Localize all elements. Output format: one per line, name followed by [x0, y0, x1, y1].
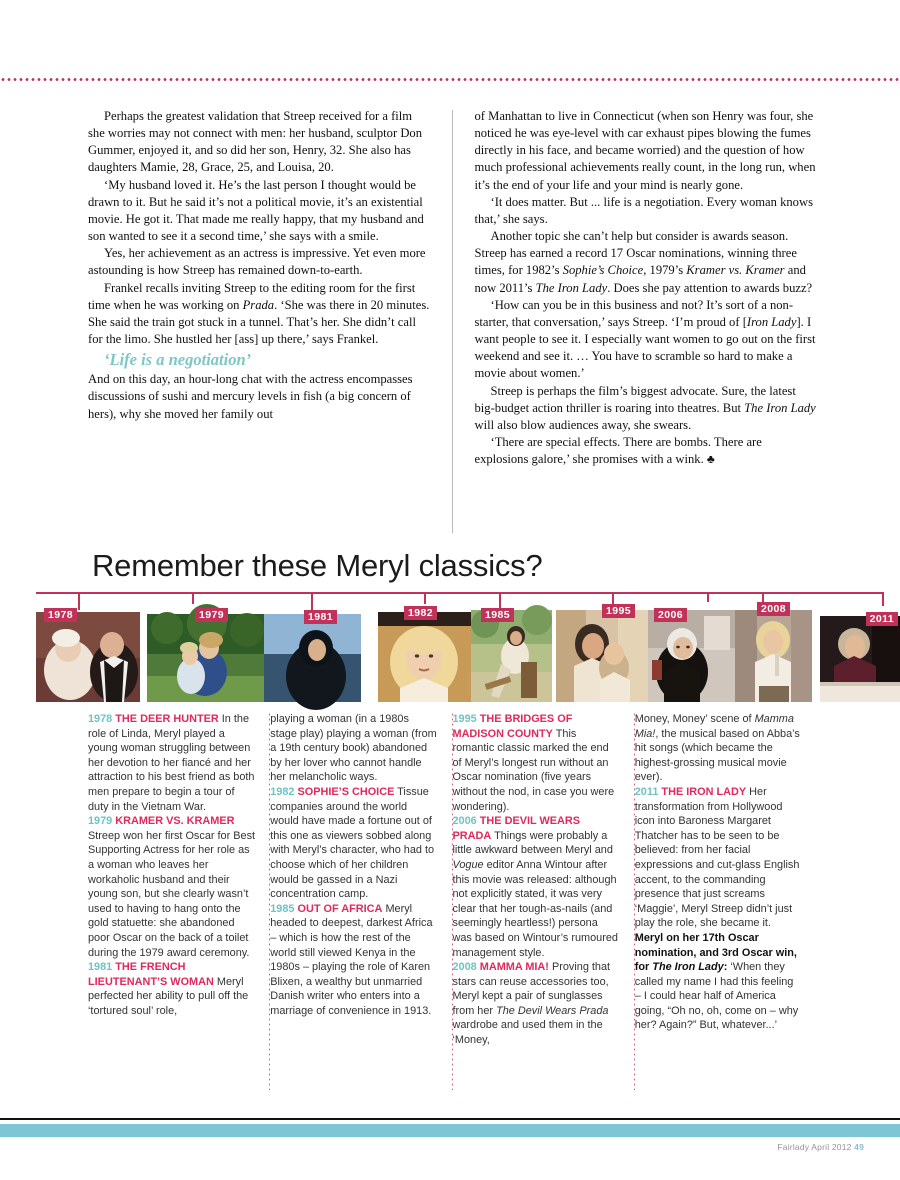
caption-entry-1979: [88, 814, 255, 960]
advocate-text-a: Streep is perhaps the film’s biggest advocate. Sure, the latest big-budget action thriller is roaring into theatres. But: [474, 383, 796, 415]
paragraph: Yes, her achievement as an actress is impressive. Yet even more astounding is how Streep has remained down-to-earth.: [88, 246, 426, 278]
timeline-photo-1982[interactable]: [378, 606, 471, 702]
film-title-sophies-choice: Sophie’s Choice: [562, 263, 644, 278]
caption-body-2008-a: Proving that stars can reuse accessories too, Meryl kept a pair of sunglasses from her: [452, 961, 611, 1017]
caption-title-2006: THE DEVIL WEARS PRADA: [452, 815, 581, 842]
caption-entry-2011: [635, 785, 802, 931]
caption-year-1985: 1985: [270, 902, 295, 915]
caption-title-2008: MAMMA MIA!: [479, 961, 549, 974]
caption-year-2011: 2011: [634, 785, 659, 798]
article-column-right: [453, 108, 817, 533]
film-title-iron-lady: The Iron Lady: [535, 280, 608, 295]
caption-title-1979: KRAMER VS. KRAMER: [115, 815, 235, 828]
oscar-quote-block: [635, 931, 802, 1033]
caption-title-1981: THE FRENCH LIEUTENANT’S WOMAN: [88, 961, 214, 988]
timeline-photo-1978[interactable]: [36, 608, 140, 702]
awards-mid-1: , 1979’s: [643, 263, 687, 278]
article-body: [88, 108, 816, 533]
film-title-kramer: Kramer vs. Kramer: [686, 263, 785, 278]
paragraph-awards: [475, 228, 817, 297]
caption-column-4: [635, 712, 816, 1090]
caption-cont-text-b: , the musical based on Abba’s hit songs (which became the highest-grossing musical movie ever).: [634, 727, 800, 784]
timeline-photo-2006[interactable]: [648, 610, 735, 702]
film-title-iron-lady-2: The Iron Lady: [744, 400, 816, 415]
awards-lead: Another topic she can’t help but consider is awards season. Streep has earned a record 17 Oscar nominations, winning three times, for 1982’s: [474, 229, 797, 278]
timeline-photo-1981[interactable]: [264, 610, 361, 702]
caption-year-1978: 1978: [88, 713, 113, 725]
footer-publication: Fairlady April 2012: [777, 1142, 852, 1152]
quote-lead-in: Meryl on her 17th Oscar nomination, and 3rd Oscar win, for: [634, 931, 797, 974]
photo-image-2006: [648, 610, 735, 702]
year-badge-2011: 2011: [866, 612, 898, 626]
caption-entry-1981: [88, 960, 255, 1018]
caption-grid: [88, 712, 816, 1090]
paragraph-final: [475, 434, 817, 468]
caption-body-2006-b: editor Anna Wintour after this movie was released: although not explicitly stated, it was very clear that her tough-as-nails (and seemingly heartless!) persona was based on Wintour’s rumoured management style.: [452, 858, 618, 959]
timeline-line: [36, 592, 884, 594]
quote-lead-colon: :: [723, 961, 728, 974]
paragraph: [475, 383, 817, 434]
caption-body-1985: Meryl headed to deepest, darkest Africa – which is how the rest of the world still viewed Kenya in the 1980s – playing the role of Karen Blixen, a wealthy but unmarried Danish writer who enters into a marriage of convenience in 1913.: [270, 902, 433, 1017]
caption-title-1978: THE DEER HUNTER: [115, 713, 219, 725]
photo-image-2011: [820, 616, 900, 702]
timeline-photo-strip: [0, 600, 900, 702]
photo-image-1985: [471, 610, 552, 702]
caption-year-1979: 1979: [88, 815, 113, 828]
year-badge-1981: 1981: [304, 610, 337, 624]
year-badge-1995: 1995: [602, 604, 635, 618]
caption-body-1982: Tissue companies around the world would have made a fortune out of this one as viewers sobbed along with Meryl’s character, who had to choose which of her children would be gassed in a Nazi concentration camp.: [270, 785, 435, 901]
film-title-iron-lady-bracket: Iron Lady: [746, 314, 797, 329]
caption-column-2: [270, 712, 451, 1090]
paragraph: [475, 297, 817, 383]
caption-body-2006-a: Things were probably a little awkward between Meryl and: [452, 829, 613, 857]
top-dotted-rule: [0, 78, 900, 81]
paragraph: Perhaps the greatest validation that Streep received for a film she worries may not connect with men: her husband, sculptor Don Gummer, enjoyed it, and so did her son, Henry, 32. She also has daughters Mamie, 28, Grace, 25, and Louisa, 20.: [88, 109, 423, 175]
caption-title-2011: THE IRON LADY: [661, 785, 747, 798]
photo-image-1979: [147, 614, 264, 702]
caption-continuation-2008: [635, 712, 802, 785]
timeline-photo-1979[interactable]: [147, 608, 264, 702]
year-badge-1979: 1979: [195, 608, 228, 622]
caption-title-1982: SOPHIE’S CHOICE: [297, 785, 395, 798]
caption-body-1995: This romantic classic marked the end of Meryl’s longest run without an Oscar nomination (five years without the nod, in case you were wondering).: [452, 727, 615, 813]
caption-entry-2006: [453, 814, 620, 960]
final-text: ‘There are special effects. There are bombs. There are explosions galore,’ she promises with a wink.: [474, 434, 762, 467]
paragraph-text-a: Frankel recalls inviting Streep to the editing room for the first time when he was working on: [88, 280, 416, 312]
paragraph: [88, 280, 430, 349]
advocate-text-b: will also blow audiences away, she swears.: [474, 417, 692, 432]
awards-tail: . Does she pay attention to awards buzz?: [607, 280, 813, 295]
caption-year-2008: 2008: [452, 961, 477, 974]
photo-image-1981: [264, 614, 361, 702]
caption-column-3: [453, 712, 634, 1090]
footer-rule: [0, 1118, 900, 1120]
caption-title-1985: OUT OF AFRICA: [297, 902, 383, 915]
caption-body-1981: Meryl perfected her ability to pull off the ‘tortured soul’ role,: [88, 975, 249, 1017]
caption-cont-text-a: Money, Money’ scene of: [634, 713, 755, 725]
paragraph: ‘My husband loved it. He’s the last person I thought would be drawn to it. But he said it’s not a political movie, it’s an existential movie. He got it. That made me really happy, that my husband and son wanted to see it a second time,’ she says with a smile.: [88, 177, 424, 244]
awards-mid-2: and now 2011’s: [474, 263, 806, 295]
end-mark-icon: ♣: [706, 452, 715, 467]
caption-entry-2008: [453, 960, 620, 1048]
photo-image-1978: [36, 612, 140, 702]
paragraph-text-b: . ‘She was there in 20 minutes. She said the train got stuck in a tunnel. That’s her. She didn’t call for the limo. She hustled her [ass] up there,’ says Frankel.: [88, 297, 430, 347]
film-title-prada: Prada: [242, 297, 275, 312]
year-badge-2006: 2006: [654, 608, 687, 622]
caption-year-1995: 1995: [452, 713, 477, 725]
timeline-photo-2011[interactable]: [820, 612, 900, 702]
quote-text-a: ‘How can you be in this business and not? It’s sort of a non-starter, that conversation,’ says Streep. ‘I’m proud of [: [474, 297, 794, 329]
timeline: [0, 592, 900, 702]
quote-text-b: ]. I want people to see it. I especially want women to go out on the first weekend and see it. … You have to scramble so hard to make a movie about women.’: [474, 314, 816, 381]
film-title-devil-wears-prada: The Devil Wears Prada: [496, 1004, 609, 1017]
caption-year-1981: 1981: [88, 961, 113, 974]
year-badge-1978: 1978: [44, 608, 77, 622]
year-badge-1985: 1985: [481, 608, 514, 622]
caption-continuation-1981: playing a woman (in a 1980s stage play) playing a woman (from a 19th century book) abandoned by her lover who cannot handle her melancholic ways.: [270, 713, 437, 784]
caption-column-1: [88, 712, 269, 1090]
quote-lead-film-title: The Iron Lady: [652, 961, 724, 974]
caption-year-2006: 2006: [452, 815, 477, 828]
caption-entry-1982: [270, 785, 437, 902]
quote-body: ‘When they called my name I had this feeling – I could hear half of America going, “Oh no, oh, come on – why her? Again?” But, whatever...’: [634, 961, 799, 1032]
year-badge-2008: 2008: [757, 602, 790, 616]
paragraph: ‘It does matter. But ... life is a negotiation. Every woman knows that,’ she says.: [474, 194, 813, 226]
photo-image-1982: [378, 612, 471, 702]
footer-band: [0, 1124, 900, 1137]
timeline-photo-1985[interactable]: [471, 610, 552, 702]
section-subheading: ‘Life is a negotiation’: [104, 350, 252, 370]
caption-body-1978: In the role of Linda, Meryl played a young woman struggling between her devotion to her fiancé and her attraction to his best friend as both men prepare to begin a tour of duty in the Vietnam War.: [88, 713, 255, 813]
page-number: 49: [854, 1142, 864, 1152]
magazine-name-vogue: Vogue: [452, 858, 484, 871]
caption-entry-1978: [88, 712, 255, 814]
paragraph: And on this day, an hour-long chat with the actress encompasses discussions of sushi and mercury levels in fish (a big concern of hers), why she moved her family out: [88, 372, 413, 421]
timeline-photo-1995[interactable]: [556, 604, 648, 702]
photo-image-1995: [556, 610, 648, 702]
footer-credit: [777, 1142, 864, 1152]
year-badge-1982: 1982: [404, 606, 437, 620]
caption-body-1979: Streep won her first Oscar for Best Supporting Actress for her role as a woman who leaves her workaholic husband and their young son, but she clearly wasn’t used to having to hang onto the gold statuette: she abandoned poor Oscar on the back of a toilet during the 1979 award ceremony.: [88, 829, 256, 959]
caption-entry-1995: [453, 712, 620, 814]
film-title-mamma-mia: Mamma Mia!: [634, 713, 794, 740]
caption-title-1995: THE BRIDGES OF MADISON COUNTY: [452, 713, 573, 740]
caption-year-1982: 1982: [270, 785, 295, 798]
photo-image-2008: [735, 610, 812, 702]
caption-entry-1985: [270, 902, 437, 1019]
caption-body-2011: Her transformation from Hollywood icon into Baroness Margaret Thatcher has to be seen to be believed: from her facial expressions and cut-glass English accent, to the commanding presence that just screams ‘Maggie’, Meryl Streep didn’t just play the role, she became it.: [634, 785, 800, 930]
paragraph: of Manhattan to live in Connecticut (when son Henry was four, she noticed he was eye-level with car exhaust pipes blowing the fumes directly in his face, and became worried) and the question of how much professional achievements really count, in the long run, when it’s the end of your life and your mind is nearly gone.: [474, 109, 816, 192]
caption-body-2008-b: wardrobe and used them in the ‘Money,: [452, 1019, 603, 1047]
article-column-left: [88, 108, 452, 533]
timeline-photo-2008[interactable]: [735, 602, 812, 702]
feature-headline: Remember these Meryl classics?: [92, 548, 543, 583]
